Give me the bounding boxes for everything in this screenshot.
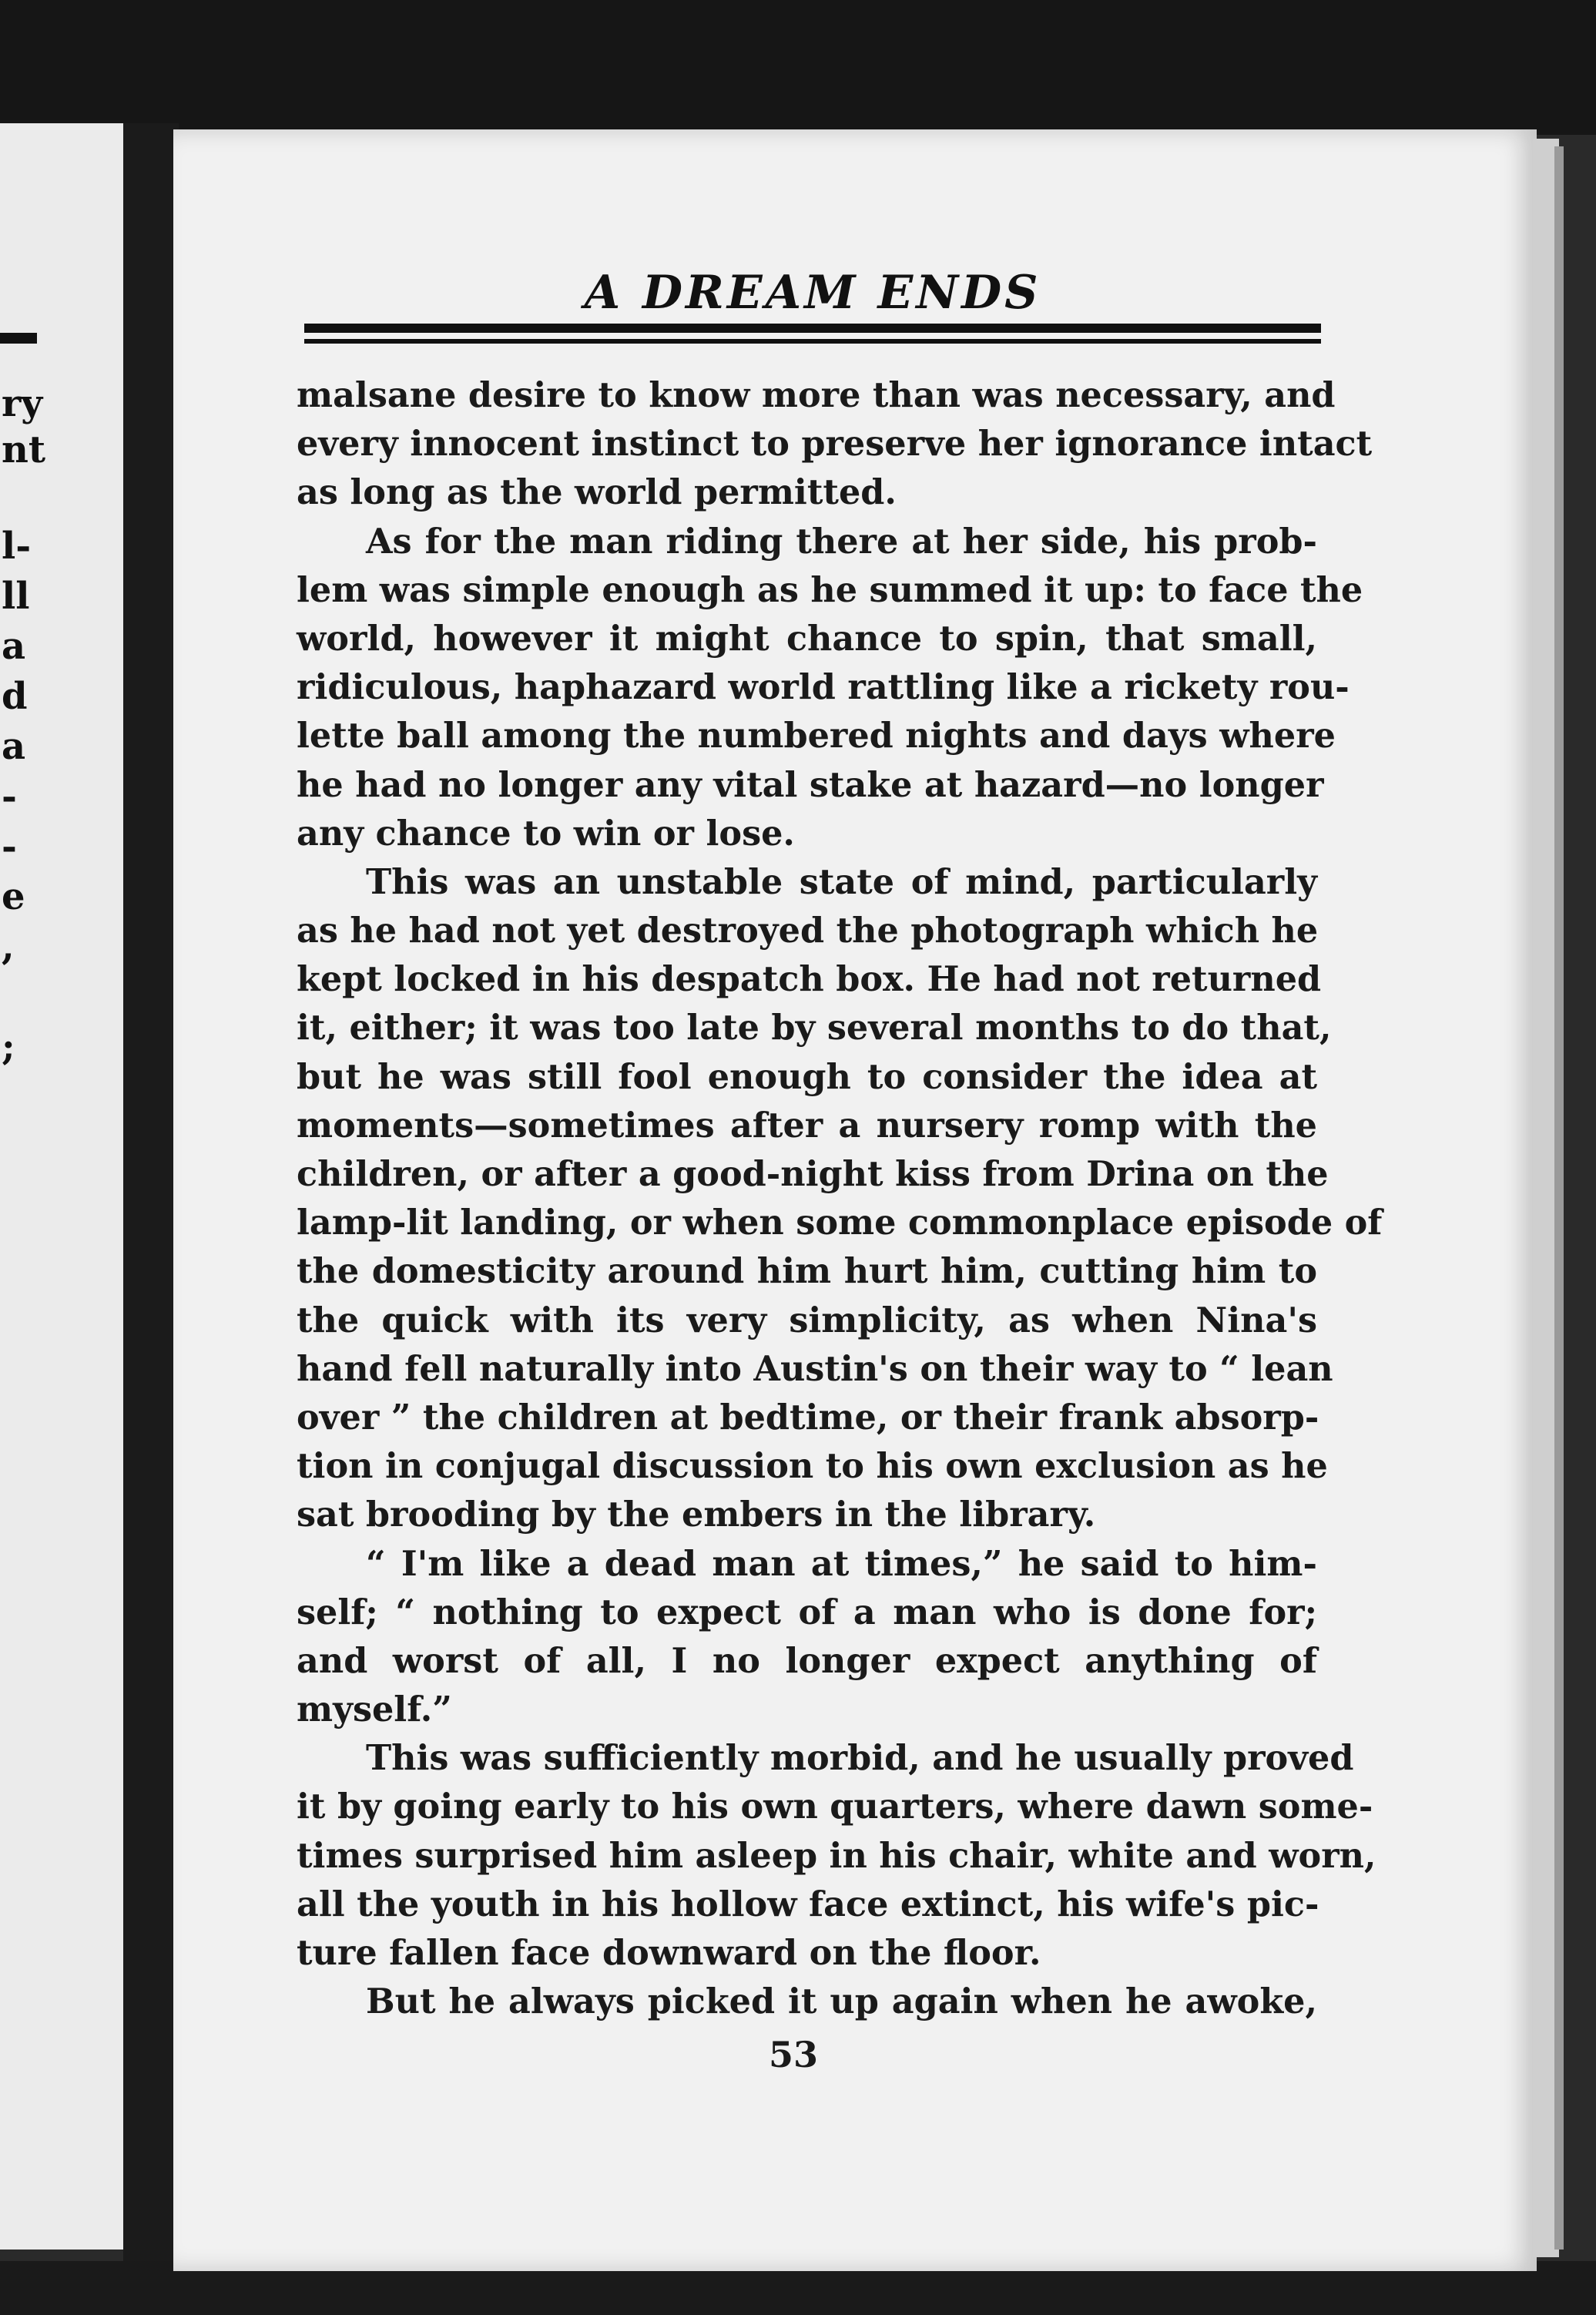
text-line: over ” the children at bedtime, or their frank absorp-	[297, 1397, 1319, 1438]
text-line: moments—sometimes after a nursery romp with the	[297, 1105, 1317, 1146]
text-line: he had no longer any vital stake at hazard—no longer	[297, 764, 1324, 805]
text-line: tion in conjugal discussion to his own exclusion as he	[297, 1446, 1328, 1487]
text-line: myself.”	[297, 1689, 452, 1730]
text-line: any chance to win or lose.	[297, 813, 795, 854]
text-line: all the youth in his hollow face extinct, his wife's pic-	[297, 1884, 1319, 1924]
text-line: ridiculous, haphazard world rattling like a rickety rou-	[297, 667, 1350, 708]
text-line: it by going early to his own quarters, where dawn some-	[297, 1787, 1373, 1827]
facing-page-fragment: a	[2, 725, 26, 768]
facing-page-fragment: e	[2, 875, 25, 918]
text-line: but he was still fool enough to consider the idea at	[297, 1056, 1317, 1097]
facing-page-fragment: ,	[2, 925, 15, 968]
text-line: hand fell naturally into Austin's on their way to “ lean	[297, 1348, 1333, 1389]
text-line: and worst of all, I no longer expect anything of	[297, 1640, 1317, 1681]
text-line: as he had not yet destroyed the photograph which he	[297, 911, 1319, 951]
text-line: lette ball among the numbered nights and days where	[297, 716, 1336, 757]
facing-page-fragment: a	[2, 625, 26, 668]
text-line: the domesticity around him hurt him, cutting him to	[297, 1251, 1317, 1292]
facing-page-fragment: -	[2, 825, 17, 868]
text-line: kept locked in his despatch box. He had not returned	[297, 959, 1322, 1000]
page-stack-shadow	[1554, 146, 1564, 2250]
text-line: lem was simple enough as he summed it up: to face the	[297, 569, 1363, 610]
text-line: malsane desire to know more than was necessary, and	[297, 375, 1336, 415]
scan-top-border	[0, 0, 1596, 135]
facing-page-fragment: l-	[2, 525, 32, 568]
facing-page-fragment: ll	[2, 575, 30, 618]
text-line: children, or after a good-night kiss from Drina on the	[297, 1154, 1329, 1194]
text-line: “ I'm like a dead man at times,” he said to him-	[366, 1543, 1317, 1584]
text-line: world, however it might chance to spin, that small,	[297, 618, 1317, 659]
facing-page-fragment: nt	[2, 428, 46, 471]
head-rule-thick	[304, 324, 1321, 333]
facing-page-fragment: -	[2, 775, 17, 818]
text-line: This was an unstable state of mind, particularly	[366, 861, 1317, 902]
text-line: But he always picked it up again when he awoke,	[366, 1981, 1317, 2022]
facing-page-fragment: d	[2, 675, 28, 718]
book-gutter	[123, 123, 179, 2273]
facing-page-rule	[0, 333, 37, 344]
text-line: As for the man riding there at her side, his prob-	[366, 521, 1317, 562]
facing-page-fragment: ry	[2, 382, 43, 425]
text-line: self; “ nothing to expect of a man who is done for;	[297, 1592, 1317, 1632]
text-line: This was sufficiently morbid, and he usually proved	[366, 1738, 1354, 1779]
text-line: lamp-lit landing, or when some commonplace episode of	[297, 1203, 1383, 1243]
text-line: every innocent instinct to preserve her ignorance intact	[297, 424, 1373, 465]
text-line: as long as the world permitted.	[297, 472, 897, 513]
text-line: it, either; it was too late by several months to do that,	[297, 1008, 1332, 1048]
body-text	[297, 371, 1383, 2026]
text-line: ture fallen face downward on the floor.	[297, 1933, 1041, 1973]
running-head: A DREAM ENDS	[584, 266, 1041, 320]
facing-page-fragment: ;	[2, 1025, 15, 1069]
head-rule-thin	[304, 339, 1321, 344]
facing-page-edge	[0, 123, 135, 2250]
page-number: 53	[768, 2034, 818, 2075]
text-line: the quick with its very simplicity, as when Nina's	[297, 1300, 1317, 1340]
text-line: times surprised him asleep in his chair, white and worn,	[297, 1835, 1376, 1876]
text-line: sat brooding by the embers in the library.	[297, 1495, 1096, 1535]
